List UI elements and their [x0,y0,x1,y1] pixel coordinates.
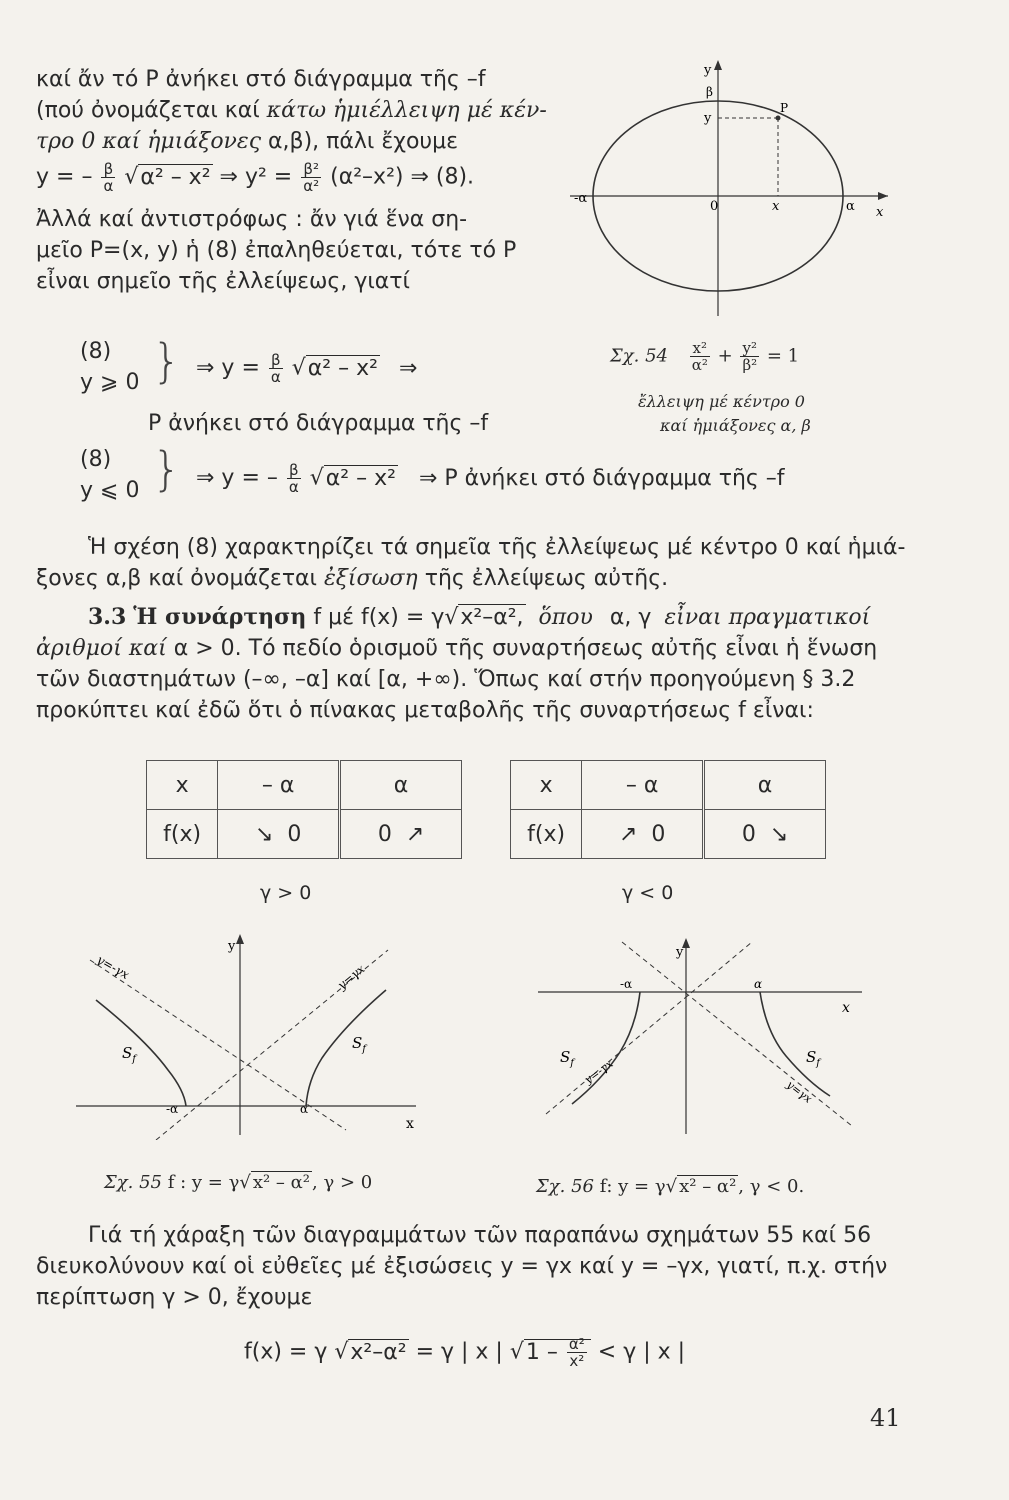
para2-line-1: Γιά τή χάραξη τῶν διαγραμμάτων τῶν παραπάνω σχημάτων 55 καί 56 [88,1223,872,1248]
case1-frac [269,352,283,385]
eq-frac-1-den: α [103,177,114,195]
fig56-caption-sqrt: √ [665,1176,678,1197]
case1-sqrt-sign: √ [291,355,306,381]
variation-table-gamma-negative [510,760,826,859]
fig54-cap-plus: + [717,345,733,367]
fig54-cap-eq: = 1 [766,345,800,367]
fig55-label-neg-a: -α [166,1102,179,1116]
fig56-caption-f: f: y = γ [599,1176,666,1197]
converse-line-3: εἶναι σημεῖο τῆς ἐλλείψεως, γιατί [36,269,410,294]
fig55-sf-left-sub: f [132,1054,136,1065]
converse-line-1: Ἀλλά καί ἀντιστρόφως : ἄν γιά ἕνα ση- [36,207,468,232]
fig54-cap-den2: β² [742,356,758,374]
fig54-label-y2: y [704,111,712,126]
case2-conditions [80,444,139,506]
eq-lhs: y = – [36,164,93,190]
fig56-sf-left-sub: f [570,1058,574,1069]
section-line-2-italic: ἀριθμοί καί [36,636,167,661]
final-eq-rhs: < γ | x | [597,1339,686,1365]
fig54-caption-line-2: ἔλλειψη μέ κέντρο 0 [638,392,805,411]
fig55-caption-f: f : y = γ [167,1172,240,1193]
final-eq-radicand-2 [524,1335,591,1370]
fig55-caption-id: Σχ. 55 [104,1172,162,1193]
case2-radicand: α² – x² [325,465,396,491]
case1-implication [196,352,417,385]
fig56-asymptote-pos [546,942,752,1114]
fig54-caption-id: Σχ. 54 [610,345,668,367]
case1-radicand: α² – x² [307,355,378,381]
case2-brace: } [152,442,182,496]
fig56-asymptote-neg [622,942,852,1126]
table1-cell-left [218,810,340,859]
fig55-caption-radicand: x² – α² [252,1172,311,1193]
table2-condition: γ < 0 [622,882,674,904]
table1-label-f: f(x) [147,810,218,859]
table1-header-row [147,761,462,810]
fig54-caption-frac-1 [690,340,710,373]
fig55-label-a: α [300,1102,309,1116]
para1-line-2-italic: ἐξίσωση [324,566,418,591]
fig56-caption-cond: , γ < 0. [738,1176,805,1197]
final-eq-mid: = γ | x | [415,1339,503,1365]
table2-header-minus-a: – α [582,761,704,810]
case1-frac-den: α [270,368,281,386]
table1-value-right: 0 [377,821,392,847]
para1-line-2 [36,563,986,594]
fig55-branch-left [96,1000,186,1106]
fig54-label-neg-a: -α [574,191,588,206]
para1-line-1: Ἡ σχέση (8) χαρακτηρίζει τά σημεῖα τῆς ἐλλείψεως μέ κέντρο 0 καί ἡμιά- [88,535,906,560]
table1-condition: γ > 0 [260,882,312,904]
fig56-caption [536,1176,804,1197]
para2-line-3: περίπτωση γ > 0, ἔχουμε [36,1285,313,1310]
para1-line-2-pre: ξονες α,β καί ὀνομάζεται [36,566,324,591]
table2-value-left: 0 [651,821,666,847]
table2-header-x: x [511,761,582,810]
eq-frac-1-num: β [101,161,115,178]
case2-frac-num: β [287,462,301,479]
section-line-3: τῶν διαστημάτων (–∞, –α] καί [α, +∞). Ὅπως καί στήν προηγούμενη § 3.2 [36,667,856,692]
eq-frac-2-den: α² [303,177,320,195]
fig56-caption-id: Σχ. 56 [536,1176,594,1197]
eq-sqrt-sign: √ [124,164,139,190]
section-real: εἶναι πραγματικοί [664,605,871,630]
section-sqrt-sign: √ [444,605,459,630]
paragraph-asymptotes [36,1220,986,1313]
paragraph-ellipse-equation [36,532,986,594]
eq-mid: ⇒ y² = [219,164,293,190]
fig54-point-P [776,116,781,121]
intro-line-2 [36,95,576,126]
fig54-x-arrow [878,192,888,200]
section-line-4: προκύπτει καί ἐδῶ ὅτι ὁ πίνακας μεταβολῆς τῆς συναρτήσεως f εἶναι: [36,698,814,723]
fig54-caption-line-3: καί ἡμιάξονες α, β [660,416,811,435]
fig54-label-y: y [704,63,712,78]
fig56-label-sf-left [560,1048,576,1069]
table1-header-minus-a: – α [218,761,340,810]
fig55-caption [104,1172,372,1193]
intro-line-3-text: α,β), πάλι ἔχουμε [261,129,459,154]
fig56-branch-left [572,992,640,1104]
eq-frac-1 [101,161,115,194]
table1-cell-right [340,810,462,859]
intro-line-3 [36,126,576,157]
intro-line-2-italic: κάτω ἡμιέλλειψη μέ κέν- [266,98,547,123]
table1-value-left: 0 [287,821,302,847]
case2-implication [196,462,785,495]
case1-cond-2: y ⩾ 0 [80,370,140,395]
final-eq-sqrt-2: √ [509,1339,524,1365]
case2-sqrt-sign: √ [309,465,324,491]
section-number: 3.3 [88,604,127,630]
fig56-label-a: α [754,977,763,991]
fig56-sf-right-sub: f [816,1058,820,1069]
table2-label-f: f(x) [511,810,582,859]
table2-cell-left [582,810,704,859]
figure-55-graph [76,930,448,1140]
fig54-label-0: 0 [710,199,719,214]
fig55-label-sf-right [352,1034,368,1055]
eq-frac-2-num: β² [301,161,321,178]
case1-implies: ⇒ y = [196,355,260,381]
fig56-label-x: x [842,1000,850,1016]
case1-then: ⇒ [398,355,418,381]
arrow-up-right-icon: ↗ [618,821,638,847]
final-eq-frac-num: α² [568,1335,585,1353]
fig55-sf-right-sub: f [362,1044,366,1055]
fig54-y-arrow [714,60,722,70]
table2-f-row [511,810,826,859]
fig55-label-line-neg: y=-γx [94,952,132,983]
case2-conclusion: ⇒ P ἀνήκει στό διάγραμμα τῆς –f [418,465,785,491]
section-radicand: x²–α², [460,605,524,630]
fig55-caption-cond: , γ > 0 [312,1172,373,1193]
case1-brace: } [152,334,182,388]
case2-frac [287,462,301,495]
fig54-label-P: P [780,101,789,115]
table2-header-a: α [704,761,826,810]
section-title: Ἡ συνάρτηση [133,604,307,630]
eq-rhs: (α²–x²) ⇒ (8). [330,164,475,190]
fig55-label-x: x [406,1116,414,1132]
fig54-label-x-axis: x [876,205,884,220]
fig54-cap-num2: y² [740,340,759,357]
arrow-down-right-icon: ↘ [254,821,274,847]
intro-line-2-text: (πού ὀνομάζεται καί [36,98,267,123]
case1-conclusion: P ἀνήκει στό διάγραμμα τῆς –f [148,411,489,436]
intro-line-1: καί ἄν τό P ἀνήκει στό διάγραμμα τῆς –f [36,67,486,92]
section-alpha-gamma: α, γ [609,605,652,630]
fig55-sf-right-S: S [352,1034,363,1052]
figure-54-ellipse [560,56,890,326]
para1-line-2-post: τῆς ἐλλείψεως αὐτῆς. [417,566,669,591]
figure-56-graph [516,936,864,1136]
intro-line-3-italic: τρο 0 καί ἡμιάξονες [36,129,262,154]
fig54-label-x: x [772,199,780,214]
table1-header-a: α [340,761,462,810]
final-eq-frac [567,1336,587,1369]
table1-f-row [147,810,462,859]
section-3-3 [36,602,986,726]
eq-radicand: α² – x² [140,164,211,190]
section-heading-line [36,602,986,633]
fig55-caption-sqrt: √ [239,1172,251,1193]
fig54-caption-frac-2 [740,340,759,373]
fig56-sf-left-S: S [560,1048,571,1066]
page-number: 41 [870,1404,901,1432]
case2-cond-2: y ⩽ 0 [80,478,140,503]
section-line-2-text: α > 0. Τό πεδίο ὁρισμοῦ τῆς συναρτήσεως αὐτῆς εἶναι ἡ ἕνωση [166,636,878,661]
case1-frac-num: β [269,352,283,369]
intro-block [36,64,576,297]
fig55-label-sf-left [122,1044,138,1065]
arrow-up-right-icon: ↗ [405,821,425,847]
fig55-sf-left-S: S [122,1044,133,1062]
final-eq-frac-den: x² [569,1352,585,1370]
fig55-label-y: y [228,939,236,954]
table2-header-row [511,761,826,810]
table2-value-right: 0 [741,821,756,847]
intro-equation [36,161,576,194]
case2-cond-1: (8) [80,447,112,472]
final-eq-radicand-1: x²–α² [350,1339,407,1365]
table1-header-x: x [147,761,218,810]
case1-cond-1: (8) [80,339,112,364]
final-eq-sqrt-1: √ [334,1339,349,1365]
fig54-cap-den1: α² [691,356,708,374]
final-equation [244,1336,685,1369]
arrow-down-right-icon: ↘ [769,821,789,847]
fig54-cap-num1: x² [690,340,710,357]
final-eq-rad2-pre: 1 – [525,1339,558,1365]
section-function: f μέ f(x) = γ [313,605,445,630]
case2-frac-den: α [288,478,299,496]
eq-frac-2 [301,161,321,194]
fig54-label-a: α [846,199,855,214]
fig56-label-line-pos: y=γx [784,1078,815,1106]
case2-implies: ⇒ y = – [196,465,278,491]
table2-cell-right [704,810,826,859]
case1-conditions [80,336,139,398]
fig55-y-arrow [236,934,244,944]
section-opou: ὅπου [538,605,593,630]
fig56-label-sf-right [806,1048,822,1069]
final-eq-lhs: f(x) = γ [244,1339,328,1365]
fig54-label-beta: β [706,85,713,99]
fig56-label-y: y [676,945,684,960]
fig56-label-line-neg: y=-γx [582,1057,616,1087]
para2-line-2: διευκολύνουν καί οἱ εὐθεῖες μέ ἐξισώσεις y = γx καί y = –γx, γιατί, π.χ. στήν [36,1254,888,1279]
converse-line-2: μεῖο P=(x, y) ἡ (8) ἐπαληθεύεται, τότε τό P [36,238,517,263]
fig54-caption [610,340,799,373]
fig55-label-line-pos: y=γx [334,961,368,993]
section-line-2 [36,633,986,664]
fig56-label-neg-a: -α [620,977,633,991]
fig56-caption-radicand: x² – α² [679,1176,737,1197]
fig56-sf-right-S: S [806,1048,817,1066]
variation-table-gamma-positive [146,760,462,859]
